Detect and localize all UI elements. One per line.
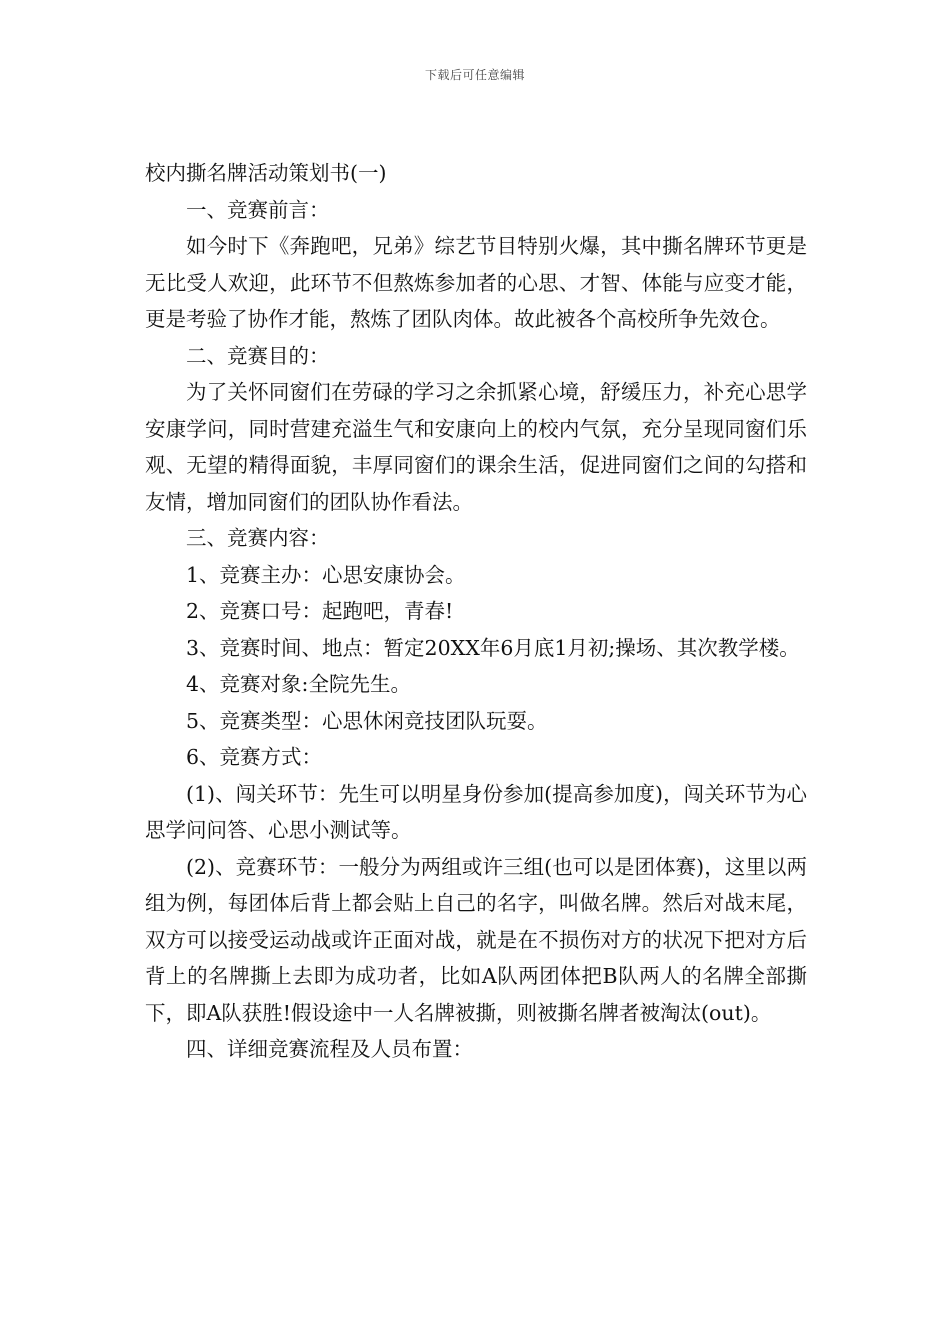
section-heading-preface: 一、竞赛前言： — [186, 197, 330, 222]
list-item-format: 6、竞赛方式： — [186, 745, 323, 769]
document-title: 校内撕名牌活动策划书(一) — [145, 161, 387, 185]
paragraph-purpose: 为了关怀同窗们在劳碌的学习之余抓紧心境，舒缓压力，补充心思学安康学问，同时营建充溢生气和安康向上的校内气氛，充分呈现同窗们乐观、无望的精得面貌，丰厚同窗们的课余生活，促进同窗们之间的勾搭和友情，增加同窗们的团队协作看法。 — [145, 380, 807, 514]
section-heading-process: 四、详细竞赛流程及人员布置： — [186, 1037, 473, 1061]
paragraph-preface: 如今时下《奔跑吧，兄弟》综艺节目特别火爆，其中撕名牌环节更是无比受人欢迎，此环节不但熬炼参加者的心思、才智、体能与应变才能，更是考验了协作才能，熬炼了团队肉体。故此被各个高校所争先效仓。 — [145, 234, 807, 331]
section-heading-purpose: 二、竞赛目的： — [186, 343, 330, 368]
document-body — [145, 155, 807, 1068]
page-header: 下载后可任意编辑 — [424, 68, 525, 82]
sub-item-challenge: (1)、闯关环节：先生可以明星身份参加(提高参加度)，闯关环节为心思学问问答、心思小测试等。 — [145, 781, 807, 842]
section-heading-content: 三、竞赛内容： — [186, 526, 330, 550]
sub-item-competition: (2)、竞赛环节：一般分为两组或许三组(也可以是团体赛)，这里以两组为例，每团体后背上都会贴上自己的名字，叫做名牌。然后对战末尾，双方可以接受运动战或许正面对战，就是在不损伤对方的状况下把对方后背上的名牌撕上去即为成功者，比如A队两团体把B队两人的名牌全部撕下，即A队获胜!假设途中一人名牌被撕，则被撕名牌者被淘汰(out)。 — [145, 854, 807, 1025]
list-item-target: 4、竞赛对象:全院先生。 — [186, 672, 411, 696]
list-item-slogan: 2、竞赛口号：起跑吧，青春! — [186, 599, 454, 623]
list-item-type: 5、竞赛类型：心思休闲竞技团队玩耍。 — [186, 708, 548, 733]
list-item-organizer: 1、竞赛主办：心思安康协会。 — [186, 562, 466, 587]
list-item-time-place: 3、竞赛时间、地点：暂定20XX年6月底1月初;操场、其次教学楼。 — [186, 635, 800, 660]
